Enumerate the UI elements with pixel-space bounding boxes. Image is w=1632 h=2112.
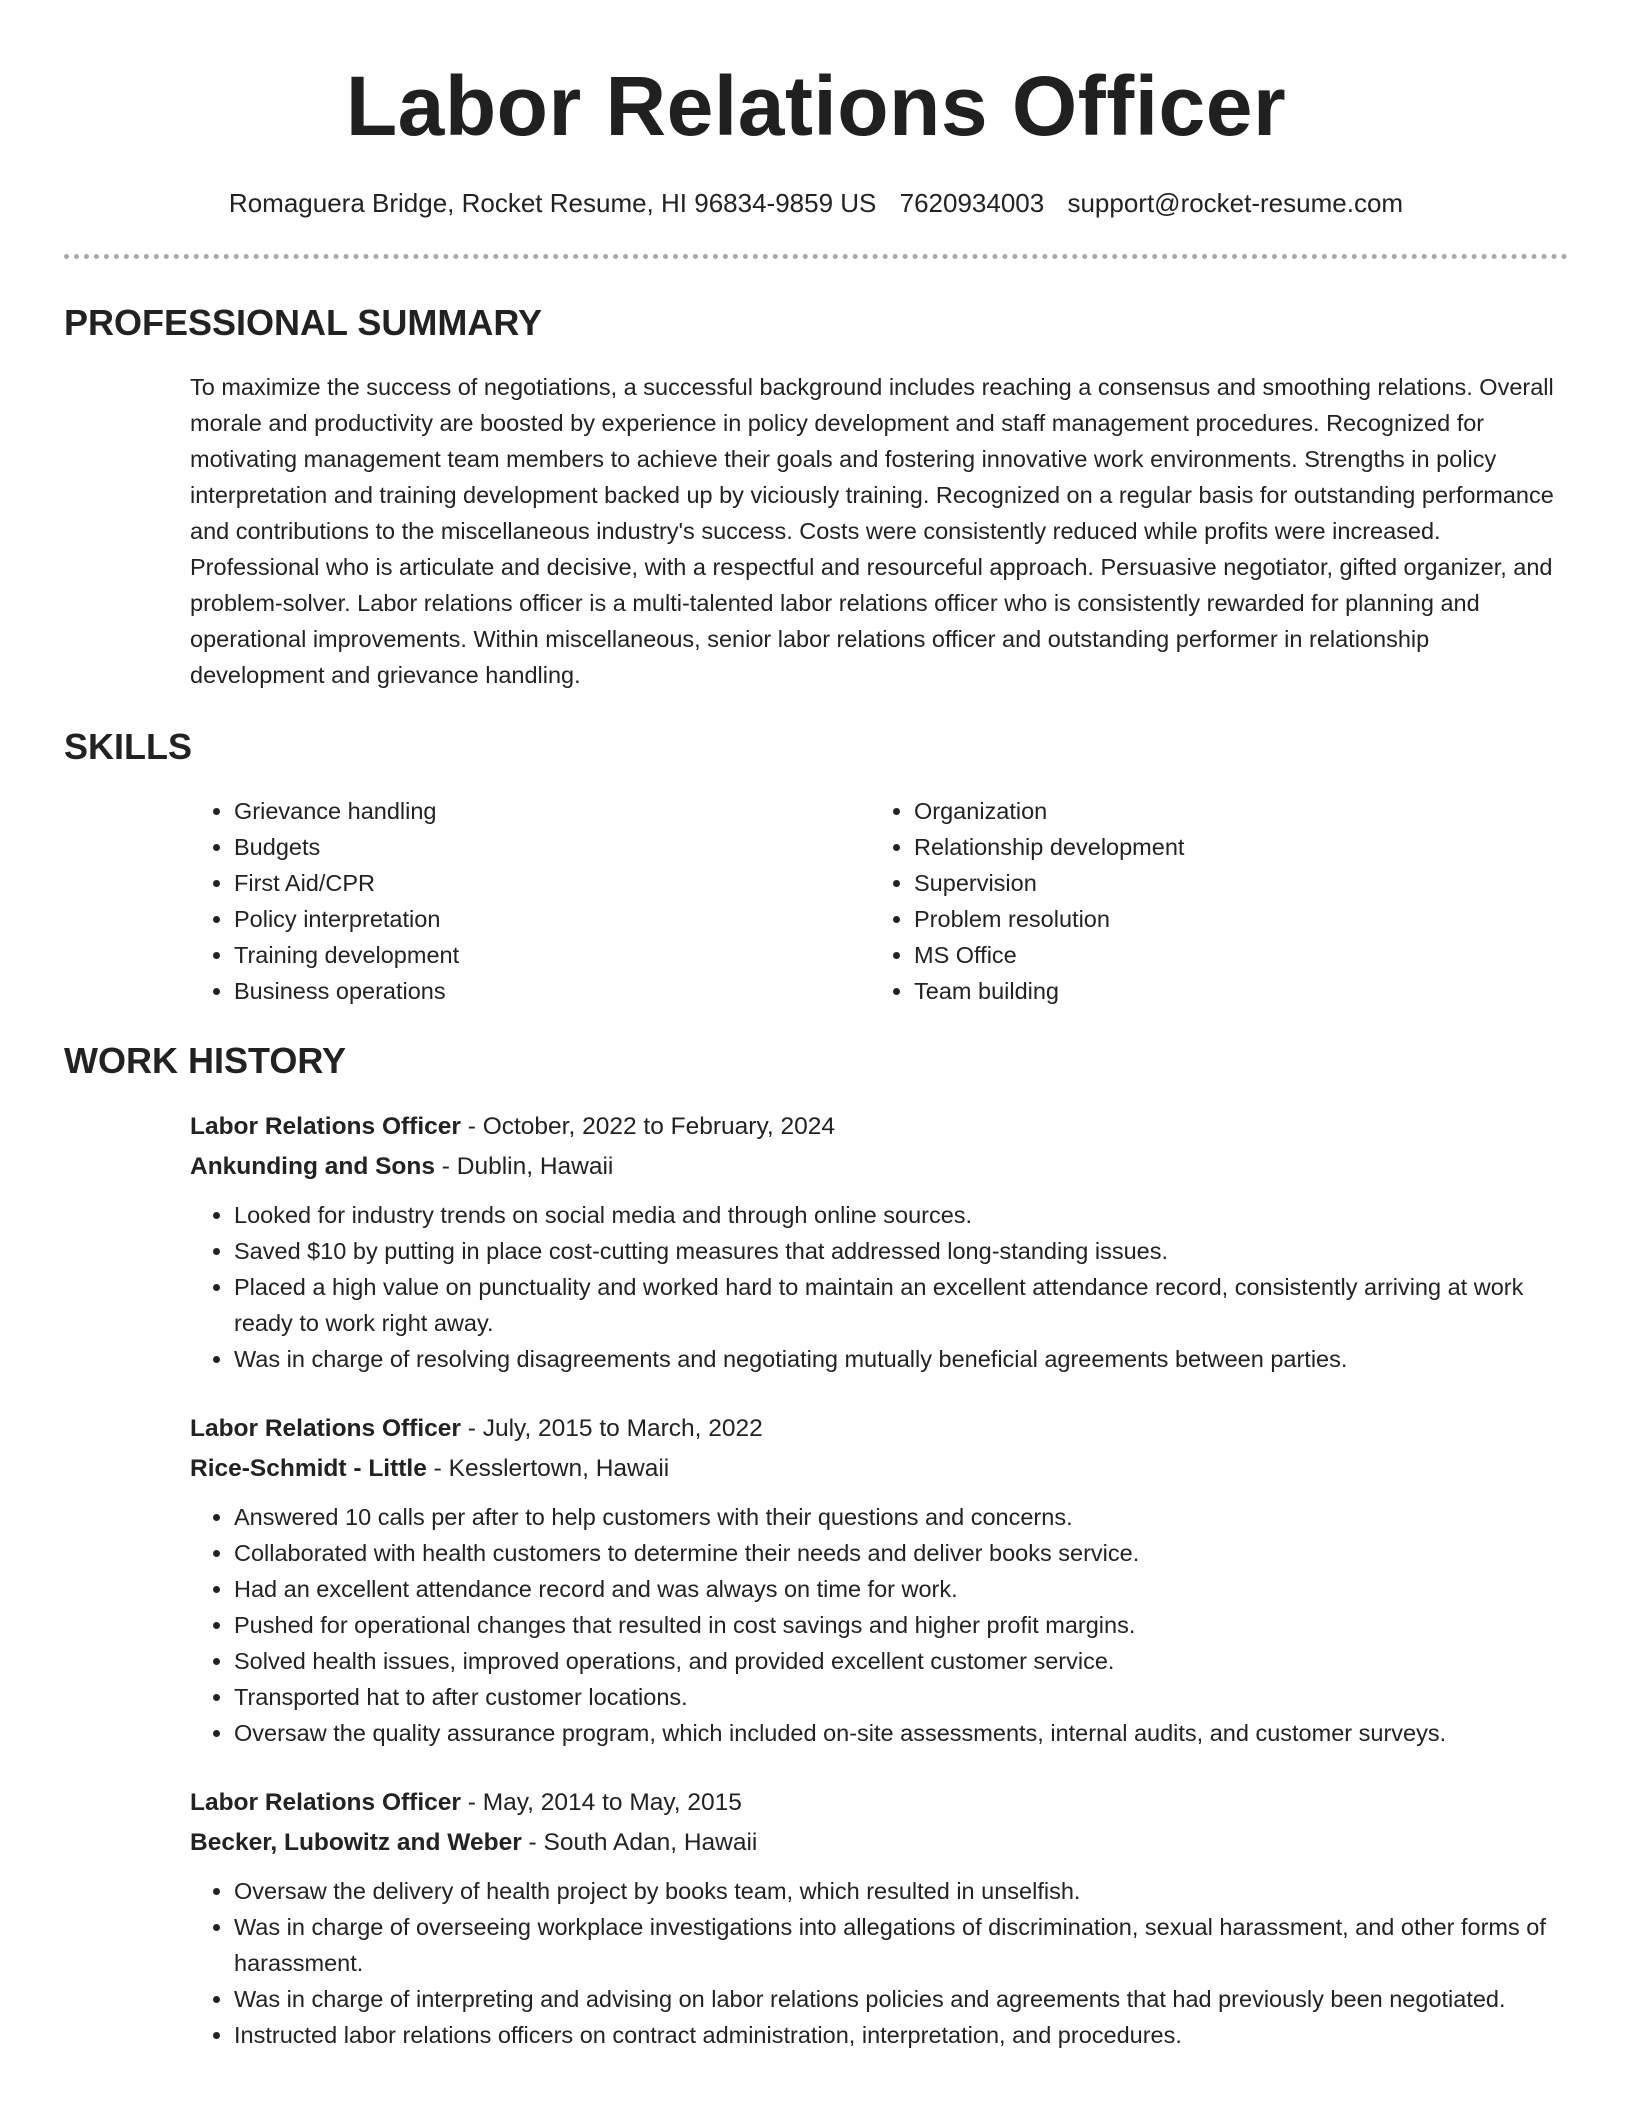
job-title: Labor Relations Officer: [190, 1415, 461, 1442]
job-bullet: • Oversaw the quality assurance program, which included on-site assessments, internal audits, and customer surveys.: [234, 1715, 1568, 1751]
job-bullet: • Collaborated with health customers to determine their needs and deliver books service.: [234, 1535, 1568, 1571]
work-history-heading: WORK HISTORY: [64, 1040, 347, 1081]
job-bullets: [190, 1499, 1568, 1751]
job-bullet: • Instructed labor relations officers on contract administration, interpretation, and procedures.: [234, 2017, 1568, 2053]
job-bullets: [190, 1873, 1568, 2053]
job-dates: - October, 2022 to February, 2024: [460, 1113, 835, 1140]
job-bullet: • Was in charge of interpreting and advising on labor relations policies and agreements that had previously been negotiated.: [234, 1981, 1568, 2017]
job-title: Labor Relations Officer: [190, 1113, 461, 1140]
skill-item: • Training development: [234, 937, 870, 973]
skills-heading: SKILLS: [64, 726, 193, 767]
contact-email: support@rocket-resume.com: [1067, 188, 1404, 218]
job-entry: [190, 1783, 1568, 2053]
summary-heading: PROFESSIONAL SUMMARY: [64, 302, 543, 343]
job-bullet: • Was in charge of overseeing workplace investigations into allegations of discrimination, sexual harassment, and other forms of harassment.: [234, 1909, 1568, 1981]
job-title-line: [190, 1409, 1568, 1449]
job-bullet: • Answered 10 calls per after to help customers with their questions and concerns.: [234, 1499, 1568, 1535]
job-company-line: [190, 1449, 1568, 1489]
skills-column-right: [870, 793, 1550, 1009]
job-bullet: • Saved $10 by putting in place cost-cutting measures that addressed long-standing issues.: [234, 1233, 1568, 1269]
job-dates: - July, 2015 to March, 2022: [460, 1415, 763, 1442]
skill-item: • First Aid/CPR: [234, 865, 870, 901]
job-bullet: • Looked for industry trends on social media and through online sources.: [234, 1197, 1568, 1233]
job-location: - South Adan, Hawaii: [521, 1829, 758, 1856]
contact-address: Romaguera Bridge, Rocket Resume, HI 96834-9859 US: [228, 188, 877, 218]
job-bullet: • Was in charge of resolving disagreements and negotiating mutually beneficial agreements between parties.: [234, 1341, 1568, 1377]
job-title-line: [190, 1783, 1568, 1823]
job-company-line: [190, 1823, 1568, 1863]
job-bullet: • Solved health issues, improved operations, and provided excellent customer service.: [234, 1643, 1568, 1679]
skill-item: • Policy interpretation: [234, 901, 870, 937]
contact-line: [64, 186, 1568, 220]
skill-item: • Problem resolution: [914, 901, 1550, 937]
job-location: - Kesslertown, Hawaii: [426, 1455, 670, 1482]
candidate-name: Labor Relations Officer: [345, 59, 1287, 153]
skill-item: • Grievance handling: [234, 793, 870, 829]
job-bullets: [190, 1197, 1568, 1377]
job-location: - Dublin, Hawaii: [435, 1153, 614, 1180]
job-company-line: [190, 1147, 1568, 1187]
job-bullet: • Pushed for operational changes that resulted in cost savings and higher profit margins.: [234, 1607, 1568, 1643]
skill-item: • Business operations: [234, 973, 870, 1009]
skill-item: • Organization: [914, 793, 1550, 829]
skills-column-left: [190, 793, 870, 1009]
job-title: Labor Relations Officer: [190, 1789, 461, 1816]
job-dates: - May, 2014 to May, 2015: [460, 1789, 742, 1816]
header-divider: [64, 254, 1568, 259]
job-bullet: • Placed a high value on punctuality and worked hard to maintain an excellent attendance record, consistently arriving at work ready to work right away.: [234, 1269, 1568, 1341]
job-bullet: • Oversaw the delivery of health project by books team, which resulted in unselfish.: [234, 1873, 1568, 1909]
skill-item: • Relationship development: [914, 829, 1550, 865]
job-title-line: [190, 1107, 1568, 1147]
job-company: Becker, Lubowitz and Weber: [190, 1829, 522, 1856]
job-entry: [190, 1107, 1568, 1377]
skill-item: • Budgets: [234, 829, 870, 865]
job-company: Rice-Schmidt - Little: [190, 1455, 427, 1482]
summary-text: To maximize the success of negotiations, a successful background includes reaching a consensus and smoothing relations. Overall morale and productivity are boosted by experience in policy development and staff management procedures. Recognized for motivating management team members to achieve their goals and fostering innovative work environments. Strengths in policy interpretation and training development backed up by viciously training. Recognized on a regular basis for outstanding performance and contributions to the miscellaneous industry's success. Costs were consistently reduced while profits were increased. Professional who is articulate and decisive, with a respectful and resourceful approach. Persuasive negotiator, gifted organizer, and problem-solver. Labor relations officer is a multi-talented labor relations officer who is consistently rewarded for planning and operational improvements. Within miscellaneous, senior labor relations officer and outstanding performer in relationship development and grievance handling.: [190, 374, 1554, 688]
job-bullet: • Transported hat to after customer locations.: [234, 1679, 1568, 1715]
contact-phone: 7620934003: [899, 188, 1045, 218]
skill-item: • MS Office: [914, 937, 1550, 973]
job-bullet: • Had an excellent attendance record and was always on time for work.: [234, 1571, 1568, 1607]
skill-item: • Team building: [914, 973, 1550, 1009]
skills-list: [190, 793, 1568, 1009]
job-company: Ankunding and Sons: [190, 1153, 435, 1180]
job-entry: [190, 1409, 1568, 1751]
skill-item: • Supervision: [914, 865, 1550, 901]
